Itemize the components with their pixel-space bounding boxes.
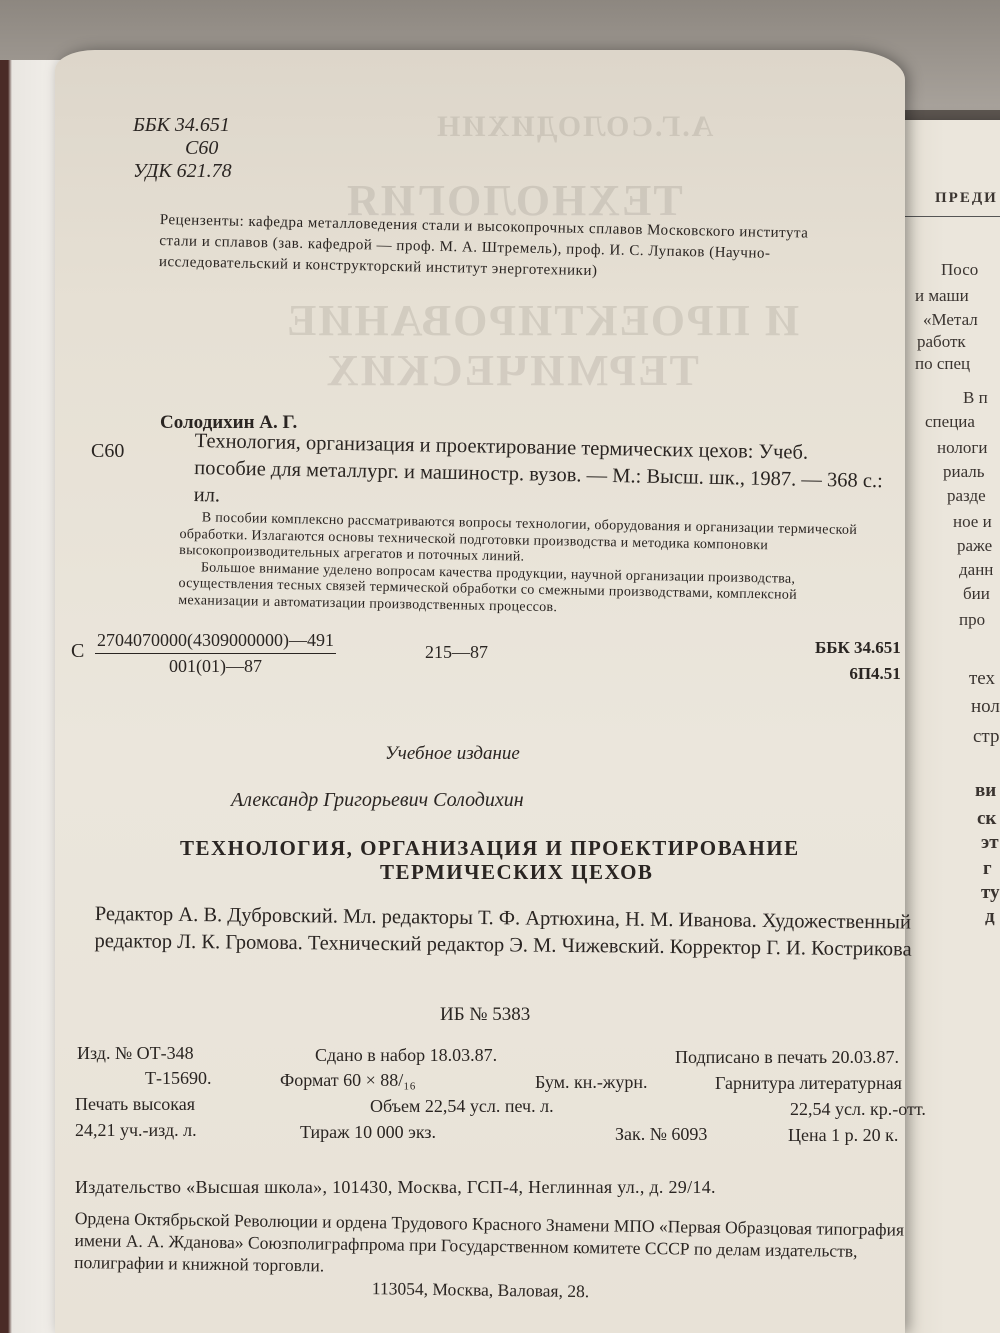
- bbk-code: ББК 34.651: [133, 114, 230, 136]
- abstract: [178, 510, 880, 622]
- index-denominator: 001(01)—87: [169, 656, 262, 676]
- imprint-t: Т-15690.: [145, 1068, 212, 1088]
- printer-text: Ордена Октябрьской Революции и ордена Трудового Красного Знамени МПО «Первая Образцовая типография имени А. А. Жданова» Союзполиграфпрома при Государственном комитете СССР по делам издательств, полиграфии и книжной торговли.: [74, 1207, 905, 1276]
- imprint-zak: Зак. № 6093: [615, 1124, 708, 1144]
- author-sign: С60: [185, 137, 219, 159]
- index-fraction: [95, 630, 336, 677]
- facing-page-line: по спец: [915, 354, 971, 373]
- index-bbk: [815, 635, 901, 687]
- imprint-uch: 24,21 уч.-изд. л.: [75, 1120, 197, 1140]
- catalog-code: С60: [91, 440, 125, 462]
- facing-page-line: нологи: [937, 438, 988, 457]
- facing-page-line: нол: [971, 696, 1000, 717]
- facing-page-line: специа: [925, 412, 975, 431]
- imprint-obem: Объем 22,54 усл. печ. л.: [370, 1096, 554, 1116]
- index-middle: 215—87: [425, 642, 488, 662]
- index-code2: 6П4.51: [849, 664, 901, 683]
- book-page: [55, 50, 926, 1333]
- publisher-line: Издательство «Высшая школа», 101430, Москва, ГСП-4, Неглинная ул., д. 29/14.: [75, 1177, 716, 1197]
- printer-info: [74, 1207, 935, 1307]
- index-letter: С: [71, 640, 85, 662]
- imprint-tirazh: Тираж 10 000 экз.: [300, 1122, 436, 1142]
- facing-page-line: г: [983, 858, 992, 879]
- facing-page-line: «Метал: [923, 310, 978, 329]
- printer-address: 113054, Москва, Валовая, 28.: [371, 1278, 590, 1302]
- imprint-pechat: Печать высокая: [75, 1094, 196, 1114]
- facing-page-line: разде: [947, 486, 986, 505]
- facing-page-line: ту: [981, 882, 1000, 903]
- imprint-podpisano: Подписано в печать 20.03.87.: [675, 1047, 900, 1067]
- show-through-text: А.Г.СОЛОДИХИН: [435, 110, 714, 143]
- abstract-paragraph: Большое внимание уделено вопросам качества продукции, научной организации производства, осуществления тесных связей термической обработки со смежными производствами, комплексной механизации и автоматизации производственных процессов.: [178, 559, 798, 615]
- show-through-text: И ПРОЕКТИРОВАНИЕ: [285, 296, 800, 345]
- edition-type: Учебное издание: [385, 743, 520, 764]
- facing-page-line: эт: [981, 832, 999, 853]
- book-title-line-1: ТЕХНОЛОГИЯ, ОРГАНИЗАЦИЯ И ПРОЕКТИРОВАНИЕ: [180, 836, 800, 860]
- facing-page-heading: ПРЕДИ: [935, 190, 998, 206]
- imprint-kr-ott: 22,54 усл. кр.-отт.: [790, 1099, 926, 1119]
- index-bbk-code: ББК 34.651: [815, 638, 901, 657]
- facing-page-line: Посо: [941, 260, 979, 279]
- show-through-text: ТЕХНОЛОГИЯ: [345, 176, 683, 225]
- facing-page-line: бии: [963, 584, 990, 603]
- index-numerator: 2704070000(4309000000)—491: [95, 630, 336, 654]
- abstract-paragraph: В пособии комплексно рассматриваются вопросы технологии, оборудования и организации термической обработки. Излагаются основы технической подготовки производства и методика компоновки высокопроизводительных агрегатов и поточных линий.: [179, 510, 858, 565]
- facing-page-line: данн: [959, 560, 994, 579]
- facing-page-line: ск: [977, 808, 997, 829]
- bibliographic-description: Технология, организация и проектирование термических цехов: Учеб. пособие для металлург. и машиностр. вузов. — М.: Высш. шк., 1987. — 368 с.: ил.: [193, 429, 883, 507]
- imprint-garnitura: Гарнитура литературная: [715, 1073, 902, 1093]
- facing-page-line: ное и: [953, 512, 992, 531]
- facing-page-line: тех: [969, 668, 995, 689]
- facing-page-line: раже: [957, 536, 993, 555]
- imprint-sdano: Сдано в набор 18.03.87.: [315, 1045, 498, 1065]
- facing-page-rule: [905, 216, 1000, 217]
- classification-codes: [133, 114, 232, 183]
- facing-page-line: стр: [973, 726, 1000, 747]
- facing-page-line: про: [959, 610, 986, 629]
- imprint-cena: Цена 1 р. 20 к.: [788, 1125, 899, 1145]
- facing-page-line: работк: [917, 332, 966, 351]
- catalog-author: Солодихин А. Г.: [160, 412, 298, 433]
- facing-page-line: и маши: [915, 286, 969, 305]
- book-title-line-2: ТЕРМИЧЕСКИХ ЦЕХОВ: [380, 860, 654, 884]
- show-through-text: ТЕРМИЧЕСКИХ: [325, 346, 699, 395]
- udk-code: УДК 621.78: [133, 160, 232, 182]
- facing-page-line: В п: [963, 388, 988, 407]
- imprint-format: Формат 60 × 88/₁₆: [280, 1070, 416, 1090]
- facing-page-line: риаль: [943, 462, 985, 481]
- facing-page-line: ви: [975, 780, 997, 801]
- author-full-name: Александр Григорьевич Солодихин: [231, 789, 524, 811]
- editors-credits: Редактор А. В. Дубровский. Мл. редакторы Т. Ф. Артюхина, Н. М. Иванова. Художественный редактор Л. К. Громова. Технический редактор Э. М. Чижевский. Корректор Г. И. Кострикова: [94, 902, 912, 961]
- imprint-bum: Бум. кн.-журн.: [535, 1072, 648, 1092]
- ib-number: ИБ № 5383: [440, 1004, 531, 1025]
- facing-page-line: д: [985, 906, 995, 927]
- reviewers-text: Рецензенты: кафедра металловедения стали и высокопрочных сплавов Московского института стали и сплавов (зав. кафедрой — проф. М. А. Штремель), проф. И. С. Лупаков (Научно-исследовательский и конструкторский институт энерготехники): [158, 211, 809, 280]
- imprint-izd: Изд. № ОТ-348: [77, 1043, 194, 1063]
